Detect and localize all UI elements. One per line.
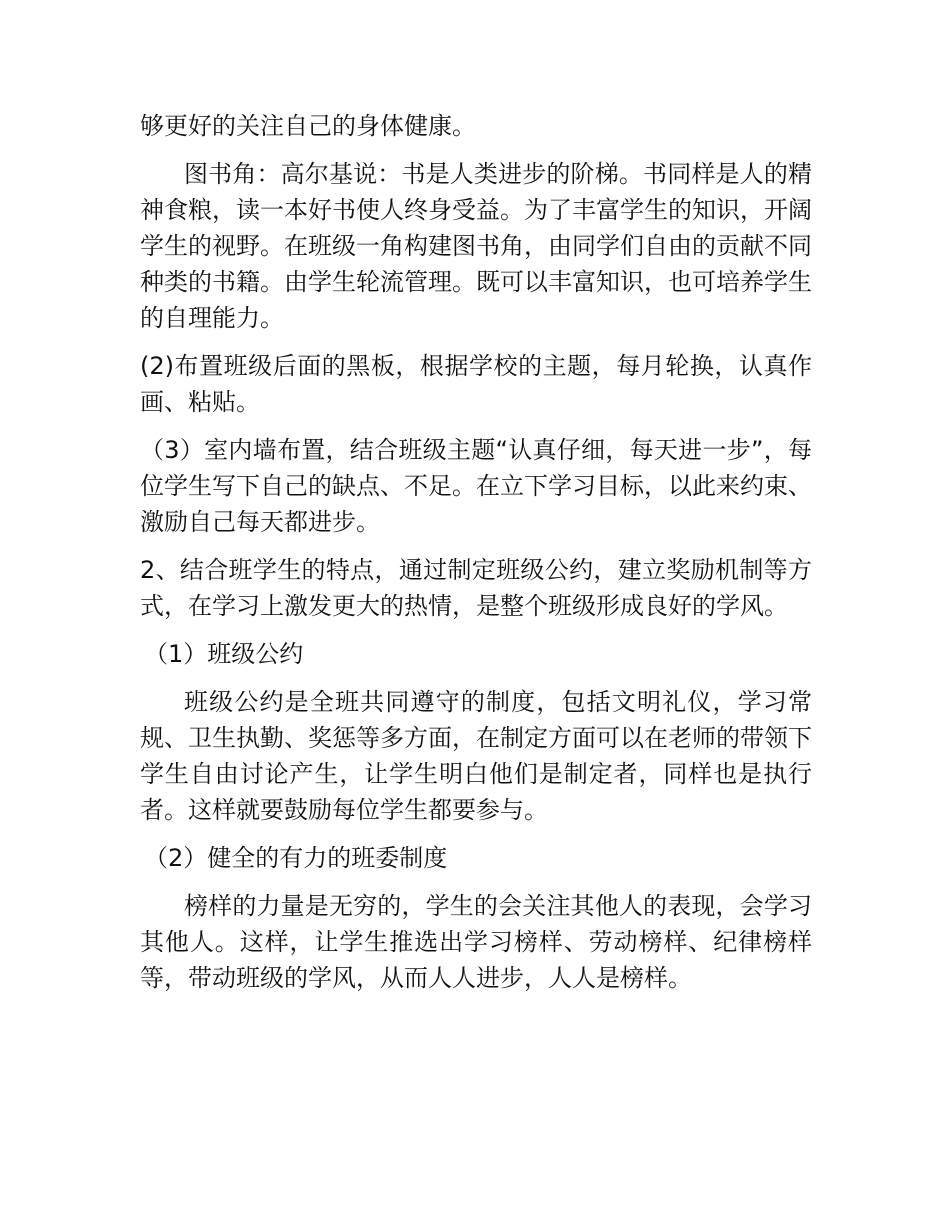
paragraph-wall-layout: （3）室内墙布置，结合班级主题“认真仔细，每天进一步”，每位学生写下自己的缺点、不足。在立下学习目标，以此来约束、激励自己每天都进步。 (140, 436, 812, 536)
paragraph-book-corner: 图书角：高尔基说：书是人类进步的阶梯。书同样是人的精神食粮，读一本好书使人终身受益。为了丰富学生的知识，开阔学生的视野。在班级一角构建图书角，由同学们自由的贡献不同种类的书籍。由学生轮流管理。既可以丰富知识，也可培养学生的自理能力。 (140, 160, 812, 332)
paragraph-blackboard: (2)布置班级后面的黑板，根据学校的主题，每月轮换，认真作画、粘贴。 (140, 352, 812, 416)
paragraph-class-convention: 班级公约是全班共同遵守的制度，包括文明礼仪，学习常规、卫生执勤、奖惩等多方面，在制定方面可以在老师的带领下学生自由讨论产生，让学生明白他们是制定者，同样也是执行者。这样就要鼓励每位学生都要参与。 (140, 688, 812, 824)
document-body (140, 108, 812, 1008)
paragraph-continuation: 够更好的关注自己的身体健康。 (140, 112, 476, 140)
paragraph-role-models: 榜样的力量是无穷的，学生的会关注其他人的表现，会学习其他人。这样，让学生推选出学习榜样、劳动榜样、纪律榜样等，带动班级的学风，从而人人进步，人人是榜样。 (140, 892, 812, 992)
paragraph-section-2: 2、结合班学生的特点，通过制定班级公约，建立奖励机制等方式，在学习上激发更大的热情，是整个班级形成良好的学风。 (140, 556, 812, 620)
heading-class-convention: （1）班级公约 (144, 640, 304, 668)
heading-class-committee: （2）健全的有力的班委制度 (144, 844, 448, 872)
